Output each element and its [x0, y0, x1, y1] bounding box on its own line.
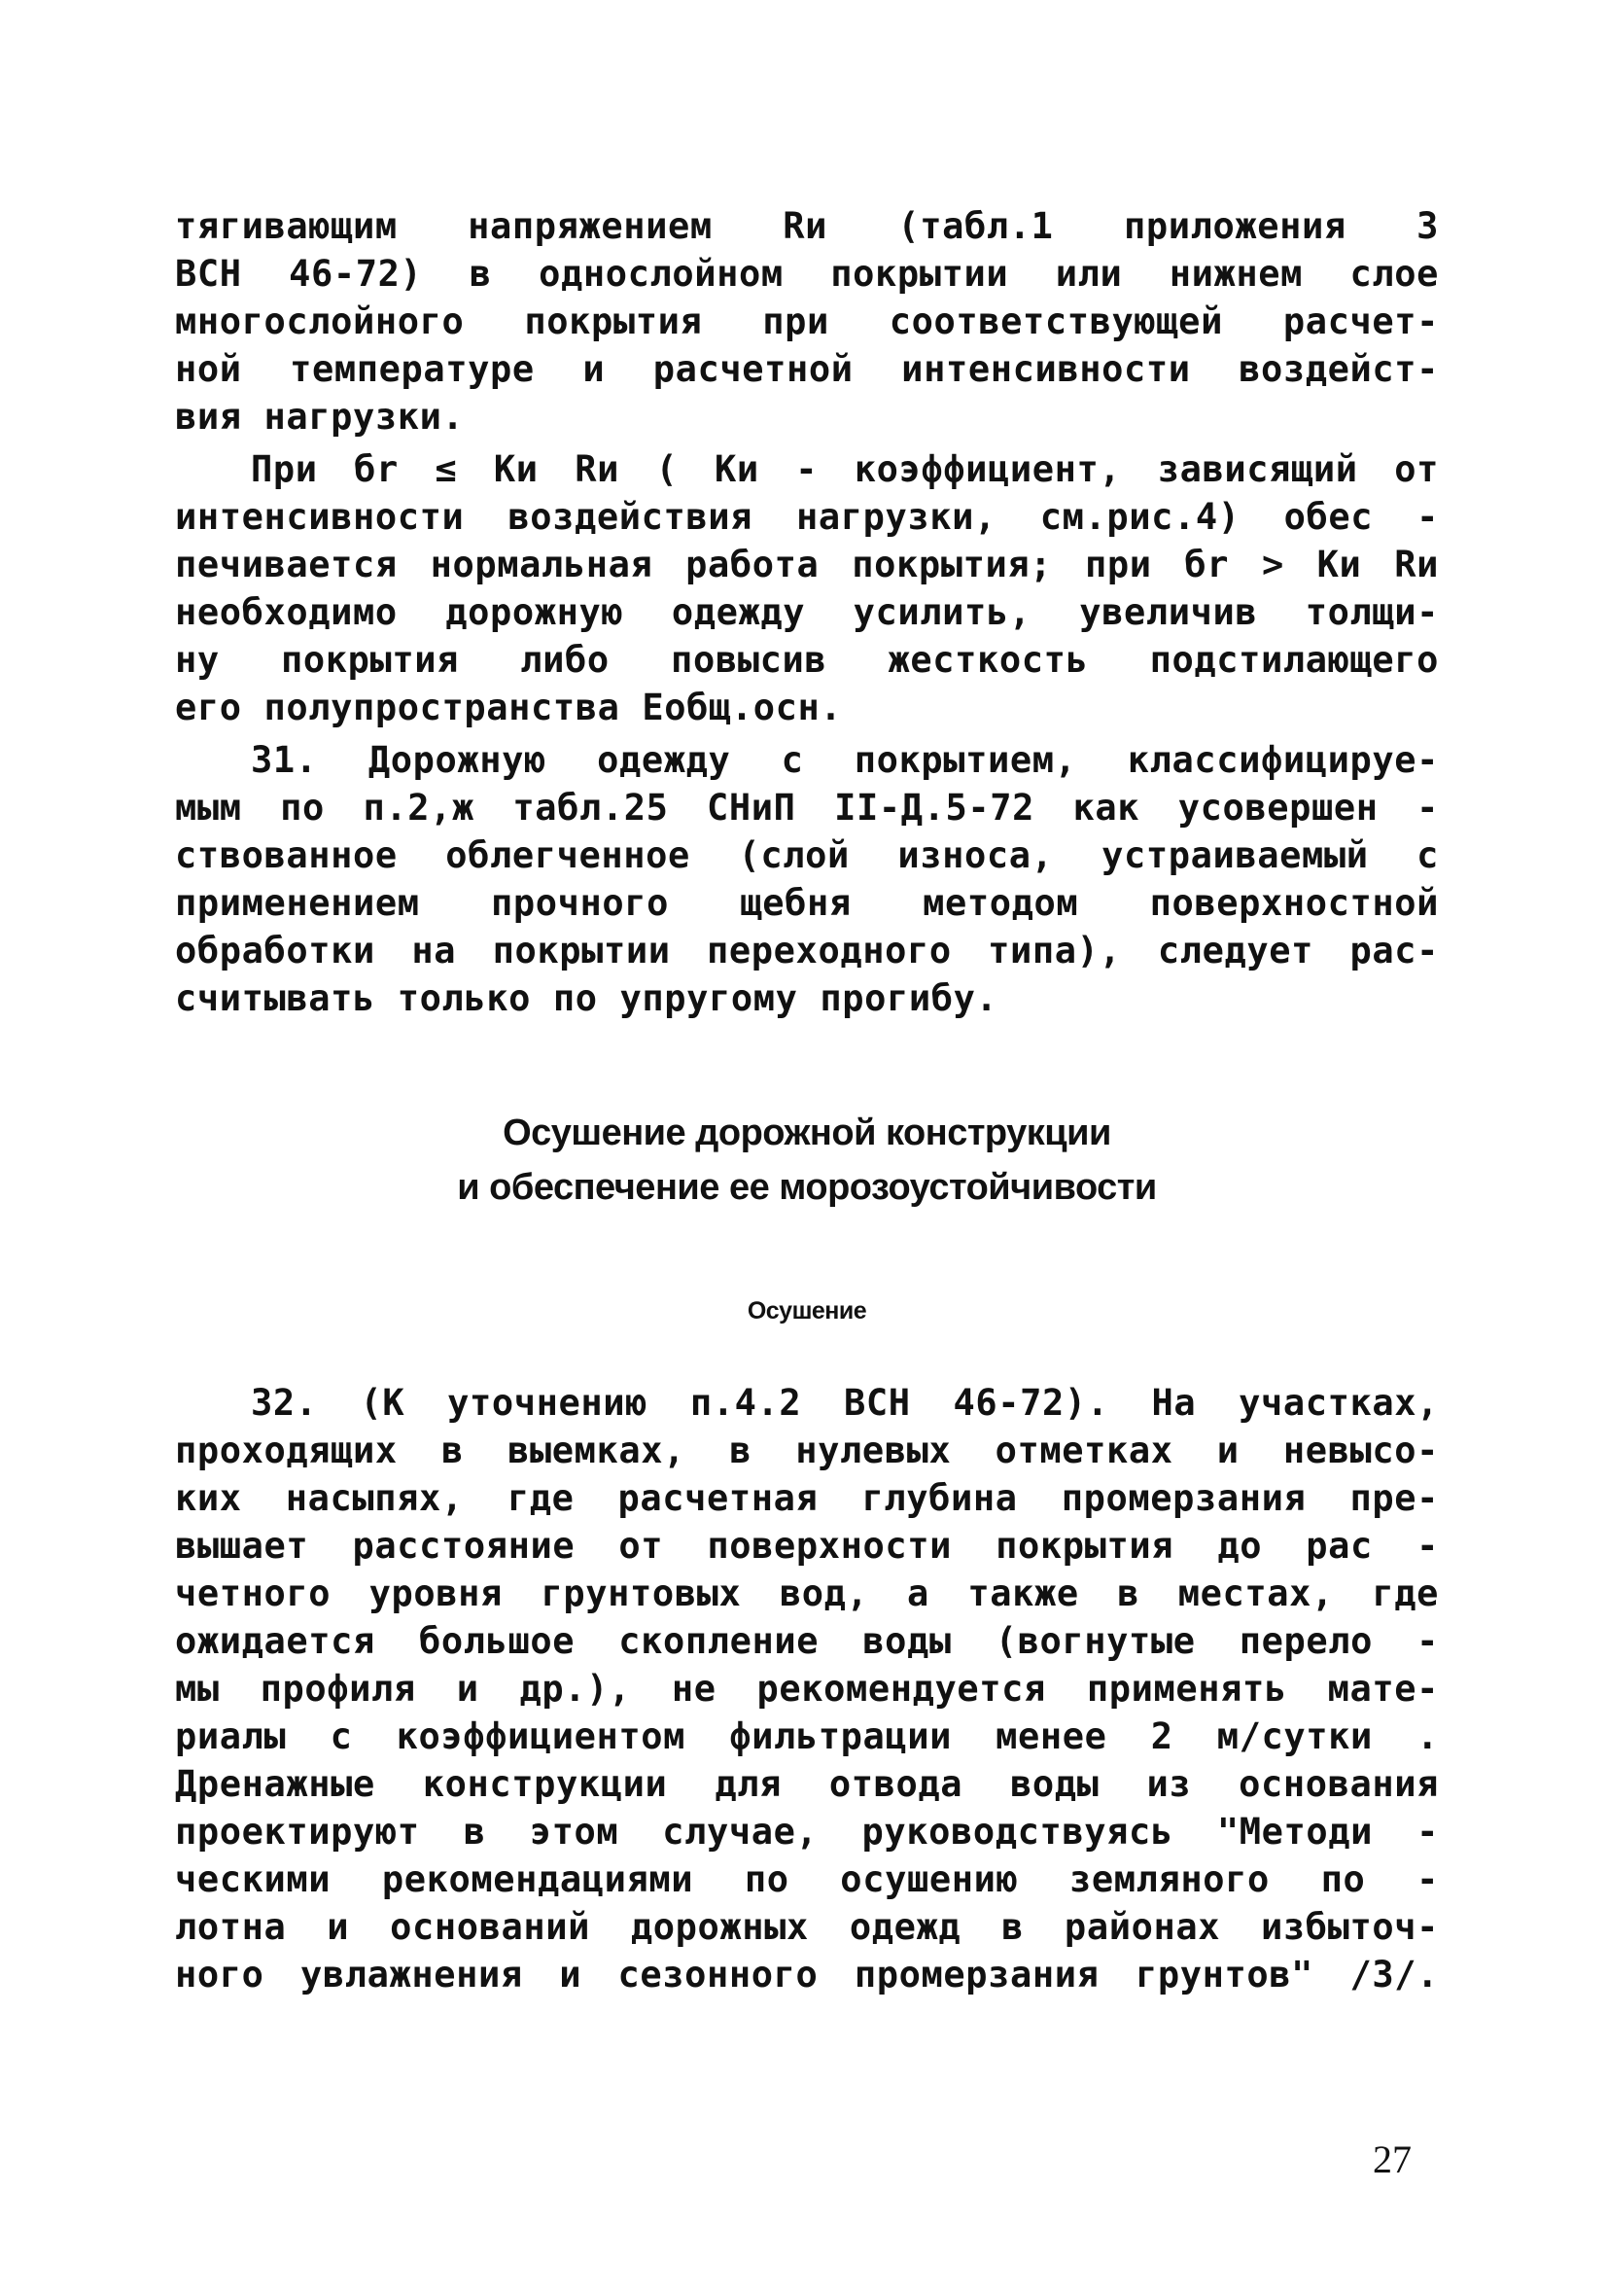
text-line: мым по п.2,ж табл.25 СНиП II-Д.5-72 как усовершен -	[175, 787, 1439, 829]
text-line: 31. Дорожную одежду с покрытием, классифицируе-	[251, 739, 1439, 781]
text-line: ческими рекомендациями по осушению земляного по -	[175, 1858, 1439, 1900]
text-line: применением прочного щебня методом поверхностной	[175, 882, 1439, 924]
text-line: ких насыпях, где расчетная глубина промерзания пре-	[175, 1477, 1439, 1519]
text-line: печивается нормальная работа покрытия; при бr > Kи Rи	[175, 544, 1439, 585]
text-line: его полупространства Eобщ.осн.	[175, 687, 843, 728]
subsection-heading: Осушение	[747, 1297, 867, 1325]
text-line: необходимо дорожную одежду усилить, увеличив толщи-	[175, 591, 1439, 633]
text-line: ствованное облегченное (слой износа, устраиваемый с	[175, 834, 1439, 876]
text-line: Дренажные конструкции для отвода воды из основания	[175, 1763, 1439, 1805]
text-line: мы профиля и др.), не рекомендуется применять мате-	[175, 1668, 1439, 1710]
text-line: ВСН 46-72) в однослойном покрытии или нижнем слое	[175, 253, 1439, 295]
text-line: многослойного покрытия при соответствующей расчет-	[175, 300, 1439, 342]
text-line: лотна и оснований дорожных одежд в районах избыточ-	[175, 1906, 1439, 1948]
page-number: 27	[1373, 2137, 1412, 2181]
text-line: ного увлажнения и сезонного промерзания грунтов" /3/.	[175, 1954, 1439, 1996]
text-line: проходящих в выемках, в нулевых отметках и невысо-	[175, 1430, 1439, 1471]
text-line: тягивающим напряжением Rи (табл.1 приложения 3	[175, 205, 1439, 247]
text-line: риалы с коэффициентом фильтрации менее 2 м/сутки .	[175, 1715, 1439, 1757]
text-line: При бr ≤ Kи Rи ( Kи - коэффициент, зависящий от	[251, 448, 1439, 490]
text-line: вышает расстояние от поверхности покрытия до рас -	[175, 1525, 1439, 1567]
text-line: считывать только по упругому прогибу.	[175, 977, 998, 1019]
text-line: ну покрытия либо повысив жесткость подстилающего	[175, 639, 1439, 681]
text-line: ной температуре и расчетной интенсивности воздейст-	[175, 348, 1439, 390]
text-line: четного уровня грунтовых вод, а также в местах, где	[175, 1572, 1439, 1614]
section-heading-line: и обеспечение ее морозоустойчивости	[457, 1167, 1157, 1208]
text-line: обработки на покрытии переходного типа), следует рас-	[175, 930, 1439, 971]
text-line: проектируют в этом случае, руководствуясь "Методи -	[175, 1811, 1439, 1853]
section-heading-line: Осушение дорожной конструкции	[503, 1113, 1111, 1153]
text-line: 32. (К уточнению п.4.2 ВСН 46-72). На участках,	[251, 1382, 1439, 1424]
text-line: ожидается большое скопление воды (вогнутые перело -	[175, 1620, 1439, 1662]
text-line: вия нагрузки.	[175, 396, 465, 438]
text-line: интенсивности воздействия нагрузки, см.рис.4) обес -	[175, 496, 1439, 538]
